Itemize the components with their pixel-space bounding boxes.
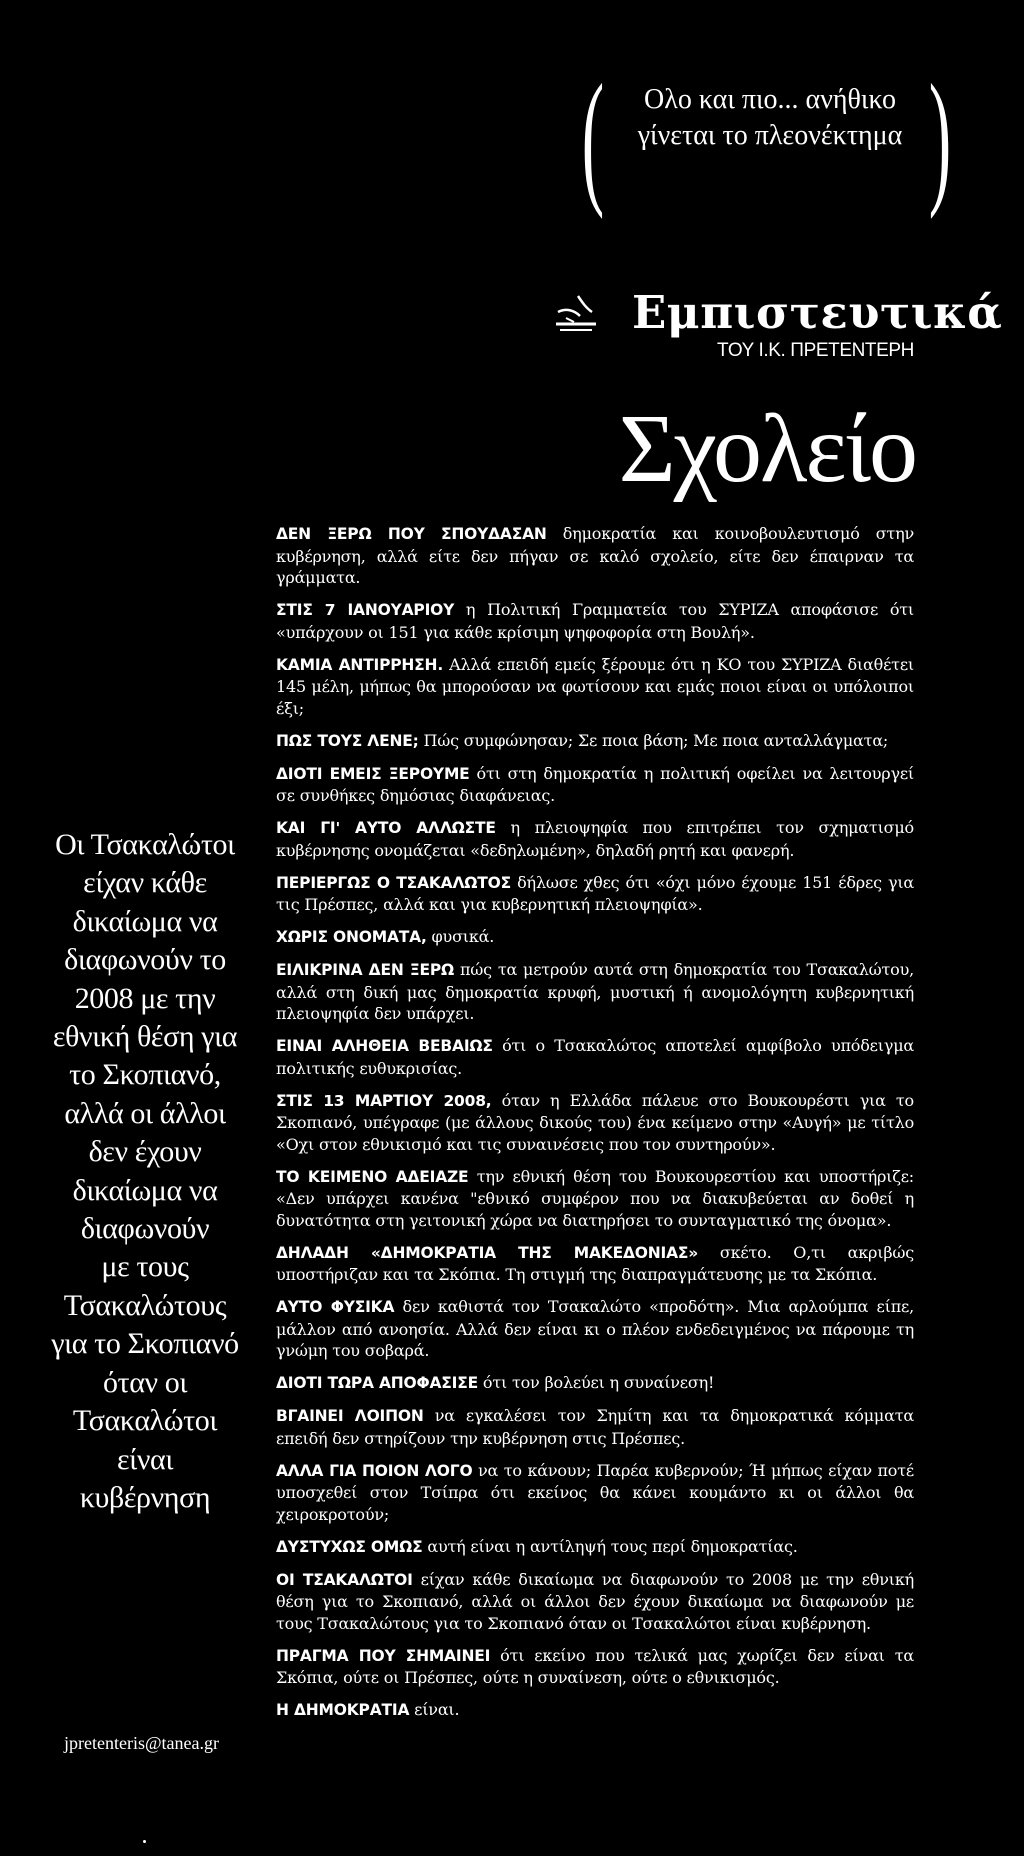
- paragraph-text: φυσικά.: [426, 927, 495, 946]
- pull-quote-line: είχαν κάθε: [83, 866, 207, 900]
- headline: Σχολείο: [618, 395, 916, 503]
- open-parenthesis: (: [581, 54, 605, 220]
- paragraph-lead: ΔΙΟΤΙ ΤΩΡΑ ΑΠΟΦΑΣΙΣΕ: [276, 1374, 479, 1392]
- paragraph-text: ότι ο Τσακαλώτος αποτελεί αμφίβολο υπόδειγμα πολιτικής ευθυκρισίας.: [276, 1036, 914, 1078]
- article-paragraph: [276, 523, 914, 589]
- article-paragraph: [276, 1536, 914, 1559]
- pull-quote-line: διαφωνούν: [80, 1212, 210, 1246]
- article-paragraph: [276, 1699, 914, 1722]
- paragraph-lead: ΠΩΣ ΤΟΥΣ ΛΕΝΕ;: [276, 731, 419, 750]
- paragraph-text: Πώς συμφώνησαν; Σε ποια βάση; Με ποια ανταλλάγματα;: [418, 730, 889, 750]
- paragraph-lead: ΑΛΛΑ ΓΙΑ ΠΟΙΟΝ ΛΟΓΟ: [276, 1461, 473, 1480]
- article-paragraph: [276, 1460, 914, 1526]
- paragraph-text: είχαν κάθε δικαίωμα να διαφωνούν το 2008 με την εθνική θέση για το Σκοπιανό, αλλά οι άλλοι δεν έχουν δικαίωμα να διαφωνούν με τους Τσακαλώτους για το Σκοπιανό όταν οι Τσακαλώτοι είναι κυβέρνηση.: [276, 1569, 915, 1633]
- paragraph-lead: ΕΙΛΙΚΡΙΝΑ ΔΕΝ ΞΕΡΩ: [276, 961, 455, 979]
- paragraph-text: να το κάνουν; Παρέα κυβερνούν; Ή μήπως είχαν ποτέ υποσχεθεί στον Τσίπρα ότι εκείνος θα κάνει κουμάντο κι οι άλλοι θα χειροκροτούν;: [276, 1460, 914, 1524]
- paragraph-lead: ΟΙ ΤΣΑΚΑΛΩΤΟΙ: [276, 1570, 413, 1589]
- paragraph-lead: ΔΗΛΑΔΗ «ΔΗΜΟΚΡΑΤΙΑ ΤΗΣ ΜΑΚΕΔΟΝΙΑΣ»: [276, 1243, 699, 1262]
- article-paragraph: [276, 1296, 914, 1362]
- pull-quote-line: δικαίωμα να: [72, 904, 218, 938]
- column-title: Εμπιστευτικά: [632, 286, 1003, 339]
- pull-quote-line: για το Σκοπιανό: [51, 1327, 239, 1361]
- pull-quote-line: αλλά οι άλλοι: [64, 1096, 226, 1130]
- paragraph-lead: ΑΥΤΟ ΦΥΣΙΚΑ: [276, 1298, 395, 1316]
- paragraph-text: πώς τα μετρούν αυτά στη δημοκρατία του Τσακαλώτου, αλλά στη δική μας δημοκρατία κρυφή, μυστική ή ανομολόγητη κυβερνητική πλειοψηφία δεν υπάρχει.: [276, 960, 914, 1023]
- article-paragraph: [276, 730, 914, 753]
- paragraph-lead: ΚΑΜΙΑ ΑΝΤΙΡΡΗΣΗ.: [276, 655, 444, 674]
- pull-quote-line: όταν οι: [102, 1365, 188, 1399]
- paragraph-text: να εγκαλέσει τον Σημίτη και τα δημοκρατικά κόμματα επειδή δεν στηρίζουν την κυβέρνηση στις Πρέσπες.: [276, 1406, 914, 1448]
- paragraph-lead: ΤΟ ΚΕΙΜΕΝΟ ΑΔΕΙΑΖΕ: [276, 1167, 469, 1186]
- paragraph-lead: ΣΤΙΣ 7 ΙΑΝΟΥΑΡΙΟΥ: [276, 601, 455, 619]
- article-paragraph: [276, 1645, 914, 1689]
- paragraph-text: η πλειοψηφία που επιτρέπει τον σχηματισμό κυβέρνησης ονομάζεται «δεδηλωμένη», δηλαδή ρητή και φανερή.: [276, 818, 914, 860]
- paragraph-text: η Πολιτική Γραμματεία του ΣΥΡΙΖΑ αποφάσισε ότι «υπάρχουν οι 151 για κάθε κρίσιμη ψηφοφορία στη Βουλή».: [276, 600, 914, 642]
- article-paragraph: [276, 1372, 914, 1395]
- pull-quote-line: Οι Τσακαλώτοι: [55, 828, 235, 861]
- article-paragraph: [276, 1090, 914, 1156]
- paragraph-lead: ΔΕΝ ΞΕΡΩ ΠΟΥ ΣΠΟΥΔΑΣΑΝ: [276, 525, 547, 543]
- article-paragraph: [276, 1242, 914, 1286]
- paragraph-lead: ΚΑΙ ΓΙ' ΑΥΤΟ ΑΛΛΩΣΤΕ: [276, 819, 496, 837]
- paragraph-text: δεν καθιστά τον Τσακαλώτο «προδότη». Μια αρλούμπα είπε, μάλλον από ανοησία. Αλλά δεν είναι κι ο πλέον ενδεδειγμένος να πάρουμε τη γνώμη του σοβαρά.: [276, 1297, 914, 1360]
- paragraph-text: ότι τον βολεύει η συναίνεση!: [478, 1373, 715, 1392]
- paragraph-text: όταν η Ελλάδα πάλευε στο Βουκουρέστι για το Σκοπιανό, υπέγραφε (με άλλους δικούς του) ένα κείμενο στην «Αυγή» με τίτλο «Οχι στον εθνικισμό και τις συναινέσεις που τον συντηρούν».: [276, 1090, 914, 1154]
- pull-quote-line: δεν έχουν: [88, 1135, 202, 1169]
- pull-quote-line: Τσακαλώτους: [63, 1288, 227, 1322]
- paragraph-lead: ΧΩΡΙΣ ΟΝΟΜΑΤΑ,: [276, 928, 427, 946]
- article-paragraph: [276, 1569, 914, 1635]
- article-paragraph: [276, 959, 914, 1025]
- tagline-line: γίνεται το πλεονέκτημα: [637, 120, 903, 151]
- paragraph-text: σκέτο. Ο,τι ακριβώς υποστήριζαν και τα Σκόπια. Τη στιγμή της διαπραγμάτευσης με τα Σκόπια.: [276, 1242, 914, 1284]
- article-body: [276, 523, 914, 1732]
- pull-quote-line: Τσακαλώτοι: [72, 1404, 218, 1438]
- pull-quote-line: κυβέρνηση: [79, 1480, 211, 1514]
- paragraph-text: την εθνική θέση του Βουκουρεστίου και υποστήριζε: «Δεν υπάρχει κανένα "εθνικό συμφέρον που να διακυβεύεται αν δοθεί η δυνατότητα στη γειτονική χώρα να διατηρήσει το συνταγματικό της όνομα».: [276, 1166, 914, 1230]
- article-paragraph: [276, 1166, 914, 1232]
- article-paragraph: [276, 817, 914, 861]
- paragraph-text: δημοκρατία και κοινοβουλευτισμό στην κυβέρνηση, αλλά είτε δεν πήγαν σε καλό σχολείο, είτε δεν έπαιρναν τα γράμματα.: [276, 524, 915, 587]
- close-parenthesis: ): [928, 54, 952, 220]
- paragraph-text: ότι εκείνο που τελικά μας χωρίζει δεν είναι τα Σκόπια, ούτε οι Πρέσπες, ούτε η συναίνεση, ούτε ο εθνικισμός.: [276, 1645, 914, 1687]
- article-paragraph: [276, 872, 914, 916]
- article-paragraph: [276, 763, 914, 807]
- pull-quote-line: με τους: [101, 1250, 189, 1284]
- quill-pen-icon: [552, 292, 600, 340]
- paragraph-text: αυτή είναι η αντίληψή τους περί δημοκρατίας.: [422, 1536, 798, 1556]
- stray-dot: [143, 1840, 146, 1843]
- article-paragraph: [276, 1035, 914, 1079]
- paragraph-lead: ΠΕΡΙΕΡΓΩΣ Ο ΤΣΑΚΑΛΩΤΟΣ: [276, 873, 511, 892]
- paragraph-text: ότι στη δημοκρατία η πολιτική οφείλει να λειτουργεί σε συνθήκες δημόσιας διαφάνειας.: [276, 763, 914, 805]
- article-paragraph: [276, 654, 914, 720]
- paragraph-lead: ΕΙΝΑΙ ΑΛΗΘΕΙΑ ΒΕΒΑΙΩΣ: [276, 1037, 493, 1055]
- author-email: jpretenteris@tanea.gr: [64, 1733, 220, 1753]
- paragraph-lead: Η ΔΗΜΟΚΡΑΤΙΑ: [276, 1701, 410, 1719]
- paragraph-text: δήλωσε χθες ότι «όχι μόνο έχουμε 151 έδρες για τις Πρέσπες, αλλά και για κυβερνητική πλειοψηφία».: [276, 872, 914, 914]
- paragraph-lead: ΣΤΙΣ 13 ΜΑΡΤΙΟΥ 2008,: [276, 1091, 492, 1110]
- pull-quote: [40, 826, 250, 1517]
- paragraph-lead: ΒΓΑΙΝΕΙ ΛΟΙΠΟΝ: [276, 1407, 424, 1425]
- paragraph-text: Αλλά επειδή εμείς ξέρουμε ότι η ΚΟ του ΣΥΡΙΖΑ διαθέτει 145 μέλη, μήπως θα μπορούσαν να φωτίσουν και εμάς ποιοι είναι οι υπόλοιποι έξι;: [276, 654, 914, 718]
- pull-quote-line: δικαίωμα να: [72, 1173, 218, 1207]
- tagline-line: Ολο και πιο... ανήθικο: [644, 84, 896, 115]
- article-paragraph: [276, 1405, 914, 1449]
- pull-quote-line: 2008 με την: [74, 981, 216, 1015]
- pull-quote-line: το Σκοπιανό,: [69, 1058, 221, 1092]
- pull-quote-line: είναι: [116, 1442, 174, 1476]
- article-paragraph: [276, 599, 914, 643]
- pull-quote-line: εθνική θέση για: [52, 1020, 238, 1054]
- pull-quote-line: διαφωνούν το: [64, 943, 226, 977]
- paragraph-lead: ΠΡΑΓΜΑ ΠΟΥ ΣΗΜΑΙΝΕΙ: [276, 1646, 491, 1665]
- byline: ΤΟΥ Ι.Κ. ΠΡΕΤΕΝΤΕΡΗ: [717, 340, 914, 361]
- paragraph-text: είναι.: [409, 1700, 460, 1719]
- article-paragraph: [276, 926, 914, 949]
- paragraph-lead: ΔΥΣΤΥΧΩΣ ΟΜΩΣ: [276, 1537, 423, 1556]
- paragraph-lead: ΔΙΟΤΙ ΕΜΕΙΣ ΞΕΡΟΥΜΕ: [276, 764, 470, 783]
- tagline: [620, 82, 920, 154]
